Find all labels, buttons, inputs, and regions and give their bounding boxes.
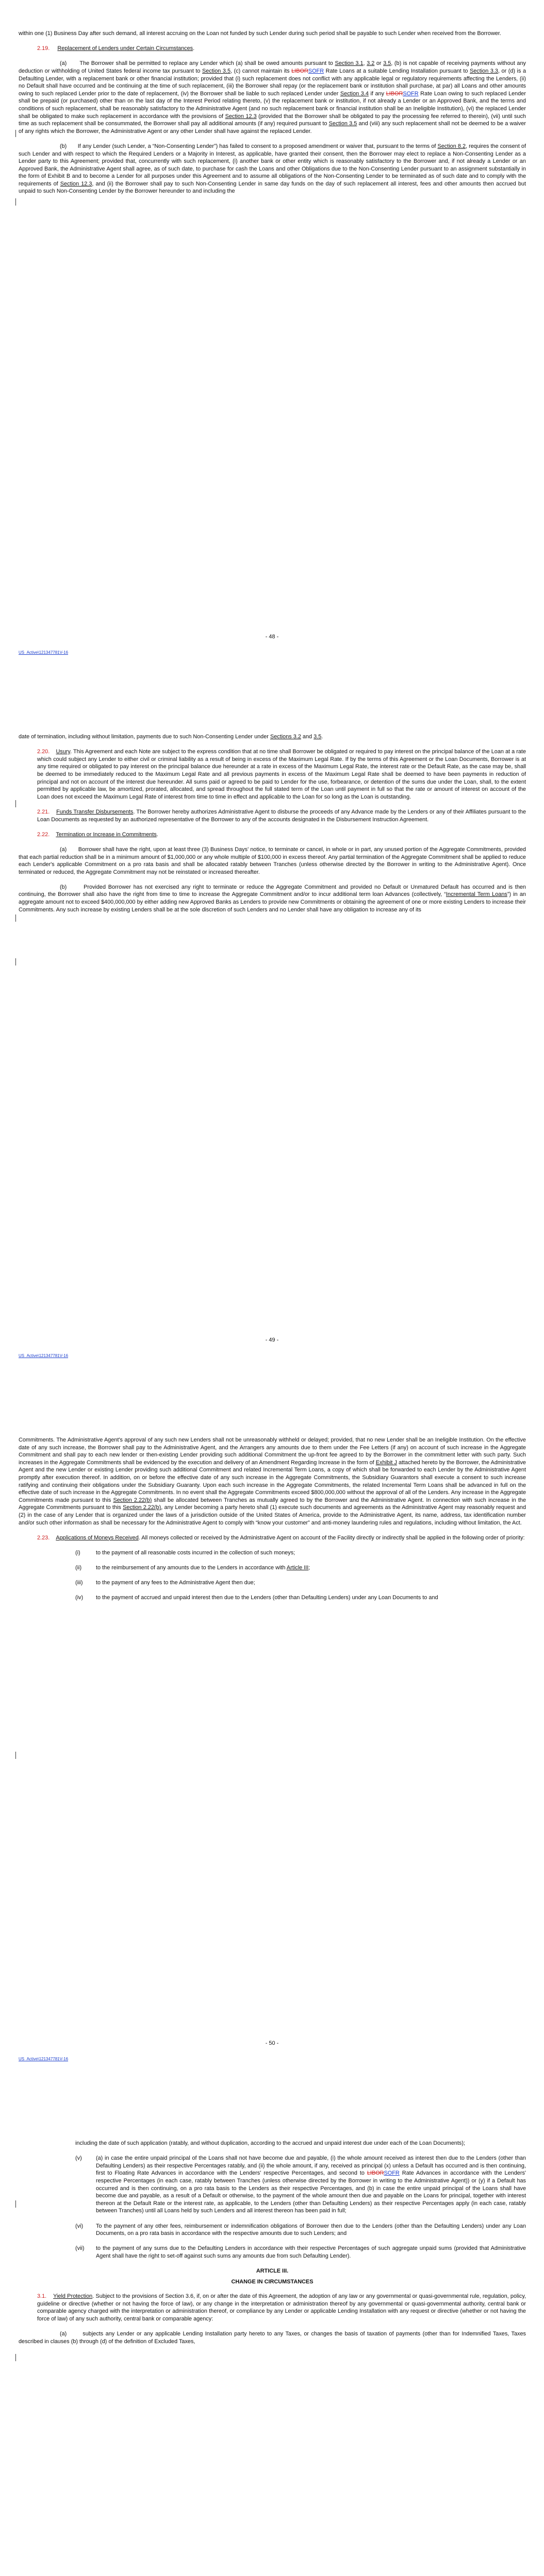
paragraph-a: (a) subjects any Lender or any applicable Lending Installation party hereto to any Taxes, or changes the basis of taxation of payments (other than for Indemnified Taxes, Taxes described in clauses (b) through (d) of the definition of Excluded Taxes, — [19, 2331, 526, 2345]
defined-term: Incremental Term Loans — [446, 891, 507, 898]
list-item: (iii) to the payment of any fees to the Administrative Agent then due; — [75, 1580, 255, 1586]
section-number: 2.19. — [37, 45, 50, 52]
page-48-body — [19, 30, 526, 203]
change-bar — [15, 2354, 16, 2361]
carryover-paragraph: Commitments. The Administrative Agent's approval of any such new Lenders shall not be unreasonably withheld or delayed; provided, that no new Lender shall be an Ineligible Institution. On the effective date of any such increase, the Borrower shall pay to the Administrative Agent, and the Arrangers any amounts due to them under the Fee Letters (if any) on account of such increase in the Aggregate Commitment and shall pay to each new lender or then-existing Lender providing such additional Commitment the up-front fee agreed to by the Borrower in the commitment letter with such party. Such increases in the Aggregate Commitments shall be evidenced by the execution and delivery of an Amendment Regarding Increase in the form of Exhibit J attached hereto by the Borrower, the Administrative Agent and the new Lender or existing Lender providing such additional Commitment and related Incremental Term Loans, a copy of which shall be forwarded to each Lender by the Administrative Agent promptly after execution thereof. In addition, on or before the effective date of any such increase in the Aggregate Commitments, the Subsidiary Guarantors shall execute a consent to such increase ratifying and continuing their obligations under the Subsidiary Guaranty. Upon each such increase in the Aggregate Commitments, the related Incremental Term Loans shall be advanced in full on the effective date of such increase in the Aggregate Commitments. In no event shall the Aggregate Commitments exceed $800,000,000 without the approval of all of the Lenders. Any increase in the Aggregate Commitments made pursuant to this Section 2.22(b) shall be allocated between Tranches as mutually agreed to by the Borrower and the Administrative Agent. In connection with such increase in the Aggregate Commitments pursuant to this Section 2.22(b), any Lender becoming a party hereto shall (1) execute such documents and agreements as the Administrative Agent may reasonably request and (2) in the case of any Lender that is organized under the laws of a jurisdiction outside of the United States of America, provide to the Administrative Agent, its name, address, tax identification number and/or such other information as shall be necessary for the Administrative Agent to comply with “know your customer” and anti-money laundering rules and regulations, including without limitation, the Act. — [19, 1437, 526, 1526]
section-title: Yield Protection — [53, 2293, 93, 2300]
section-number: 3.1. — [37, 2293, 47, 2300]
change-bar — [15, 800, 16, 807]
page-51-body — [19, 2140, 526, 2353]
list-item: (vii) to the payment of any sums due to the Defaulting Lenders in accordance with their respective Percentages of such aggregate unpaid sums (provided that Administrative Agent shall have the right to set-off against such sums any amounts due from such Defaulting Lender). — [75, 2245, 526, 2259]
section-2-19-heading: 2.19. Replacement of Lenders under Certain Circumstances. — [37, 45, 195, 52]
paragraph-b: (b) If any Lender (such Lender, a “Non-Consenting Lender”) has failed to consent to a proposed amendment or waiver that, pursuant to the terms of Section 8.2, requires the consent of such Lender and with respect to which the Required Lenders or a Majority in Interest, as applicable, have granted their consent, then the Borrower may elect to replace a Non-Consenting Lender as a Lender party to this Agreement; provided that, concurrently with such replacement, (i) another bank or other entity which is reasonably satisfactory to the Borrower and, if not already a Lender or an Approved Bank, the Administrative Agent shall agree, as of such date, to purchase for cash the Loans and other Obligations due to the Non-Consenting Lender pursuant to an assignment substantially in the form of Exhibit B and to become a Lender for all purposes under this Agreement and to assume all obligations of the Non-Consenting Lender to be terminated as of such date and to comply with the requirements of Section 12.3, and (ii) the Borrower shall pay to such Non-Consenting Lender in same day funds on the day of such replacement all interest, fees and other amounts then accrued but unpaid to such Non-Consenting Lender by the Borrower hereunder to and including the — [19, 143, 526, 195]
section-ref-link[interactable]: Section 3.5 — [202, 67, 231, 74]
page-number: - 48 - — [265, 634, 279, 640]
section-number: 2.22. — [37, 831, 50, 838]
change-bar — [15, 914, 16, 922]
section-ref-link[interactable]: Sections 3.2 — [270, 734, 301, 740]
page-50 — [0, 1406, 544, 2110]
document-footer-link[interactable]: US_Active\121347781V-16 — [19, 2057, 69, 2061]
section-ref-link[interactable]: 3.5 — [383, 60, 391, 67]
article-number: ARTICLE III. — [256, 2268, 289, 2275]
article-ref-link[interactable]: Article III — [286, 1565, 309, 1571]
section-title: Termination or Increase in Commitments — [56, 831, 157, 838]
section-ref-link[interactable]: Section 2.22(b) — [113, 1497, 152, 1503]
section-number: 2.21. — [37, 808, 50, 815]
document-footer-link[interactable]: US_Active\121347781V-16 — [19, 1353, 69, 1358]
carryover-paragraph: within one (1) Business Day after such demand, all interest accruing on the Loan not funded by such Lender during such period shall be payable to such Lender when received from the Borrower. — [19, 30, 501, 37]
section-ref-link[interactable]: Section 3.1 — [335, 60, 364, 67]
section-ref-link[interactable]: Section 12.3 — [60, 180, 92, 187]
section-ref-link[interactable]: Section 3.4 — [340, 90, 369, 97]
change-bar — [15, 130, 16, 137]
section-title: Funds Transfer Disbursements — [56, 808, 134, 815]
list-item: (v) (a) in case the entire unpaid principal of the Loans shall not have become due and payable, (i) the whole amount received as interest then due to the Lenders (other than Defaulting Lenders) as their respective Percentages ratably, and (ii) the whole amount, if any, received as principal (x) unless a Default has occurred and is then continuing, first to Floating Rate Advances in accordance with the Lenders' respective Percentages, and second to LIBORSOFR Rate Advances in accordance with the Lenders' respective Percentages (in each case, ratably between Tranches (unless otherwise directed by the Borrower in writing to the Administrative Agent)) or (y) if a Default has occurred and is then continuing, on a pro rata basis to the Lenders as their respective Percentages, and (b) in case the entire unpaid principal of the Loans shall have become due and payable, as a result of a Default or otherwise, to the payment of the whole amount then due and payable on the Loans for principal, together with interest thereon at the Default Rate or the interest rate, as applicable, to the Lenders (other than Defaulting Lenders) as their respective Percentages apply (in each case, ratably between Tranches) until all Loans held by such Lenders and all interest thereon has been paid in full; — [75, 2155, 526, 2214]
change-bar — [15, 958, 16, 965]
carryover-paragraph: including the date of such application (ratably, and without duplication, according to the accrued and unpaid interest due under each of the Loan Documents); — [75, 2140, 465, 2146]
page-50-body — [19, 1436, 526, 1609]
section-ref-link[interactable]: 3.2 — [367, 60, 375, 67]
paragraph-a: (a) Borrower shall have the right, upon at least three (3) Business Days' notice, to terminate or cancel, in whole or in part, any unused portion of the Aggregate Commitments, provided that each partial reduction shall be in a minimum amount of $1,000,000 or any whole multiple of $100,000 in excess thereof. Any partial termination of the Aggregate Commitment shall be applied to reduce each Lender's applicable Commitment on a pro rata basis and shall be allocated ratably between Tranches (unless otherwise directed by the Borrower in writing to the Administrative Agent). Once terminated or reduced, the Aggregate Commitment may not be reinstated or increased thereafter. — [19, 846, 526, 875]
section-number: 2.23. — [37, 1534, 50, 1541]
exhibit-ref-link[interactable]: Exhibit J — [375, 1459, 397, 1466]
page-51 — [0, 2110, 544, 2576]
page-number: - 49 - — [265, 1337, 279, 1343]
section-2-21: 2.21. Funds Transfer Disbursements. The Borrower hereby authorizes Administrative Agent to disburse the proceeds of any Advance made by the Lenders or any of their Affiliates pursuant to the Loan Documents as requested by an authorized representative of the Borrower to any of the accounts designated in the Disbursement Instruction Agreement. — [37, 808, 526, 823]
section-title: Applications of Moneys Received — [56, 1534, 139, 1541]
deleted-text: LIBOR — [291, 67, 308, 74]
section-ref-link[interactable]: Section 12.3 — [225, 113, 257, 120]
section-3-1: 3.1. Yield Protection. Subject to the provisions of Section 3.6, if, on or after the date of this Agreement, the adoption of any law or any governmental or quasi-governmental rule, regulation, policy, guideline or directive (whether or not having the force of law), or any change in the interpretation or administration thereof by any governmental or quasi-governmental authority, central bank or comparable agency charged with the interpretation or administration thereof, or compliance by any Lender or applicable Lending Installation with any request or directive (whether or not having the force of law) of any such authority, central bank or comparable agency: — [37, 2293, 526, 2323]
page-49-body — [19, 733, 526, 921]
page-48 — [0, 0, 544, 703]
section-ref-link[interactable]: Section 3.3 — [469, 67, 498, 74]
section-title: Replacement of Lenders under Certain Circumstances — [57, 45, 193, 52]
document-footer-link[interactable]: US_Active\121347781V-16 — [19, 650, 69, 655]
page-49 — [0, 703, 544, 1406]
section-ref-link[interactable]: Section 2.22(b) — [123, 1504, 161, 1511]
page-number: - 50 - — [265, 2040, 279, 2046]
section-title: Usury — [56, 749, 71, 755]
inserted-text: SOFR — [308, 67, 324, 74]
paragraph-b: (b) Provided Borrower has not exercised any right to terminate or reduce the Aggregate Commitment and provided no Default or Unmatured Default has occurred and is then continuing, the Borrower shall also have the right from time to time to increase the Aggregate Commitment and/or to incur additional term loan Advances (collectively, “Incremental Term Loans”) in an aggregate amount not to exceed $400,000,000 by either adding new Approved Banks as Lenders to provide new Commitments or obtaining the agreement of one or more existing Lenders to increase their Commitments. Any such increase by existing Lenders shall be at the sole discretion of such Lenders and no Lender shall have any obligation to increase any of its — [19, 884, 526, 913]
section-2-23: 2.23. Applications of Moneys Received. All moneys collected or received by the Administrative Agent on account of the Facility directly or indirectly shall be applied in the following order of priority: — [37, 1534, 525, 1541]
section-ref-link[interactable]: 3.5 — [314, 734, 322, 740]
deleted-text: LIBOR — [386, 90, 403, 97]
list-item: (vi) To the payment of any other fees, reimbursement or indemnification obligations of Borrower then due to the Lenders (other than the Defaulting Lenders) under any Loan Documents, on a pro rata basis in accordance with the respective amounts due to such Lenders; and — [75, 2223, 526, 2237]
change-bar — [15, 1752, 16, 1759]
article-title: CHANGE IN CIRCUMSTANCES — [231, 2278, 314, 2285]
section-number: 2.20. — [37, 749, 50, 755]
deleted-text: LIBOR — [367, 2170, 384, 2177]
inserted-text: SOFR — [384, 2170, 400, 2177]
paragraph-a: (a) The Borrower shall be permitted to replace any Lender which (a) shall be owed amounts pursuant to Section 3.1, 3.2 or 3.5, (b) is not capable of receiving payments without any deduction or withholding of United States federal income tax pursuant to Section 3.5, (c) cannot maintain its LIBORSOFR Rate Loans at a suitable Lending Installation pursuant to Section 3.3, or (d) is a Defaulting Lender, with a replacement bank or other financial institution; provided that (i) such replacement does not conflict with any applicable legal or regulatory requirements affecting the Lenders, (ii) no Default shall have occurred and be continuing at the time of such replacement, (iii) the Borrower shall repay (or the replacement bank or institution shall purchase, at par) all Loans and other amounts owing to such replaced Lender prior to the date of replacement, (iv) the Borrower shall be liable to such replaced Lender under Section 3.4 if any LIBORSOFR Rate Loan owing to such replaced Lender shall be prepaid (or purchased) other than on the last day of the Interest Period relating thereto, (v) the replacement bank or institution, if not already a Lender or an Approved Bank, and the terms and conditions of such replacement, shall be reasonably satisfactory to the Administrative Agent (and no such replacement bank or financial institution shall be an Ineligible Institution), (vi) the replaced Lender shall be obligated to make such replacement in accordance with the provisions of Section 12.3 (provided that the Borrower shall be obligated to pay the processing fee referred to therein), (vii) until such time as such replacement shall be consummated, the Borrower shall pay all additional amounts (if any) required pursuant to Section 3.5 and (viii) any such replacement shall not be deemed to be a waiver of any rights which the Borrower, the Administrative Agent or any other Lender shall have against the replaced Lender. — [19, 60, 526, 134]
change-bar — [15, 2200, 16, 2208]
list-item: (ii) to the reimbursement of any amounts due to the Lenders in accordance with Article III; — [75, 1565, 310, 1571]
section-2-20: 2.20. Usury. This Agreement and each Note are subject to the express condition that at no time shall Borrower be obligated or required to pay interest on the principal balance of the Loan at a rate which could subject any Lender to either civil or criminal liability as a result of being in excess of the Maximum Legal Rate. If by the terms of this Agreement or the Loan Documents, Borrower is at any time required or obligated to pay interest on the principal balance due hereunder at a rate in excess of the Maximum Legal Rate, the interest rate or the Default Rate, as the case may be, shall be deemed to be immediately reduced to the Maximum Legal Rate and all previous payments in excess of the Maximum Legal Rate shall be deemed to have been payments in reduction of principal and not on account of the interest due hereunder. All sums paid or agreed to be paid to Lender for the use, forbearance, or detention of the sums due under the Loan, shall, to the extent permitted by applicable law, be amortized, prorated, allocated, and spread throughout the full stated term of the Loan until payment in full so that the rate or amount of interest on account of the Loan does not exceed the Maximum Legal Rate of interest from time to time in effect and applicable to the Loan for so long as the Loan is outstanding. — [37, 749, 526, 800]
list-item: (i) to the payment of all reasonable costs incurred in the collection of such moneys; — [75, 1549, 295, 1556]
change-bar — [15, 198, 16, 206]
carryover-paragraph: date of termination, including without limitation, payments due to such Non-Consenting Lender under Sections 3.2 and 3.5. — [19, 734, 323, 740]
inserted-text: SOFR — [403, 90, 419, 97]
list-item: (iv) to the payment of accrued and unpaid interest then due to the Lenders (other than Defaulting Lenders) under any Loan Documents to and — [75, 1595, 438, 1601]
section-ref-link[interactable]: Section 8.2 — [437, 143, 466, 149]
section-ref-link[interactable]: Section 3.5 — [328, 121, 357, 127]
section-2-22-heading: 2.22. Termination or Increase in Commitments. — [37, 831, 158, 838]
